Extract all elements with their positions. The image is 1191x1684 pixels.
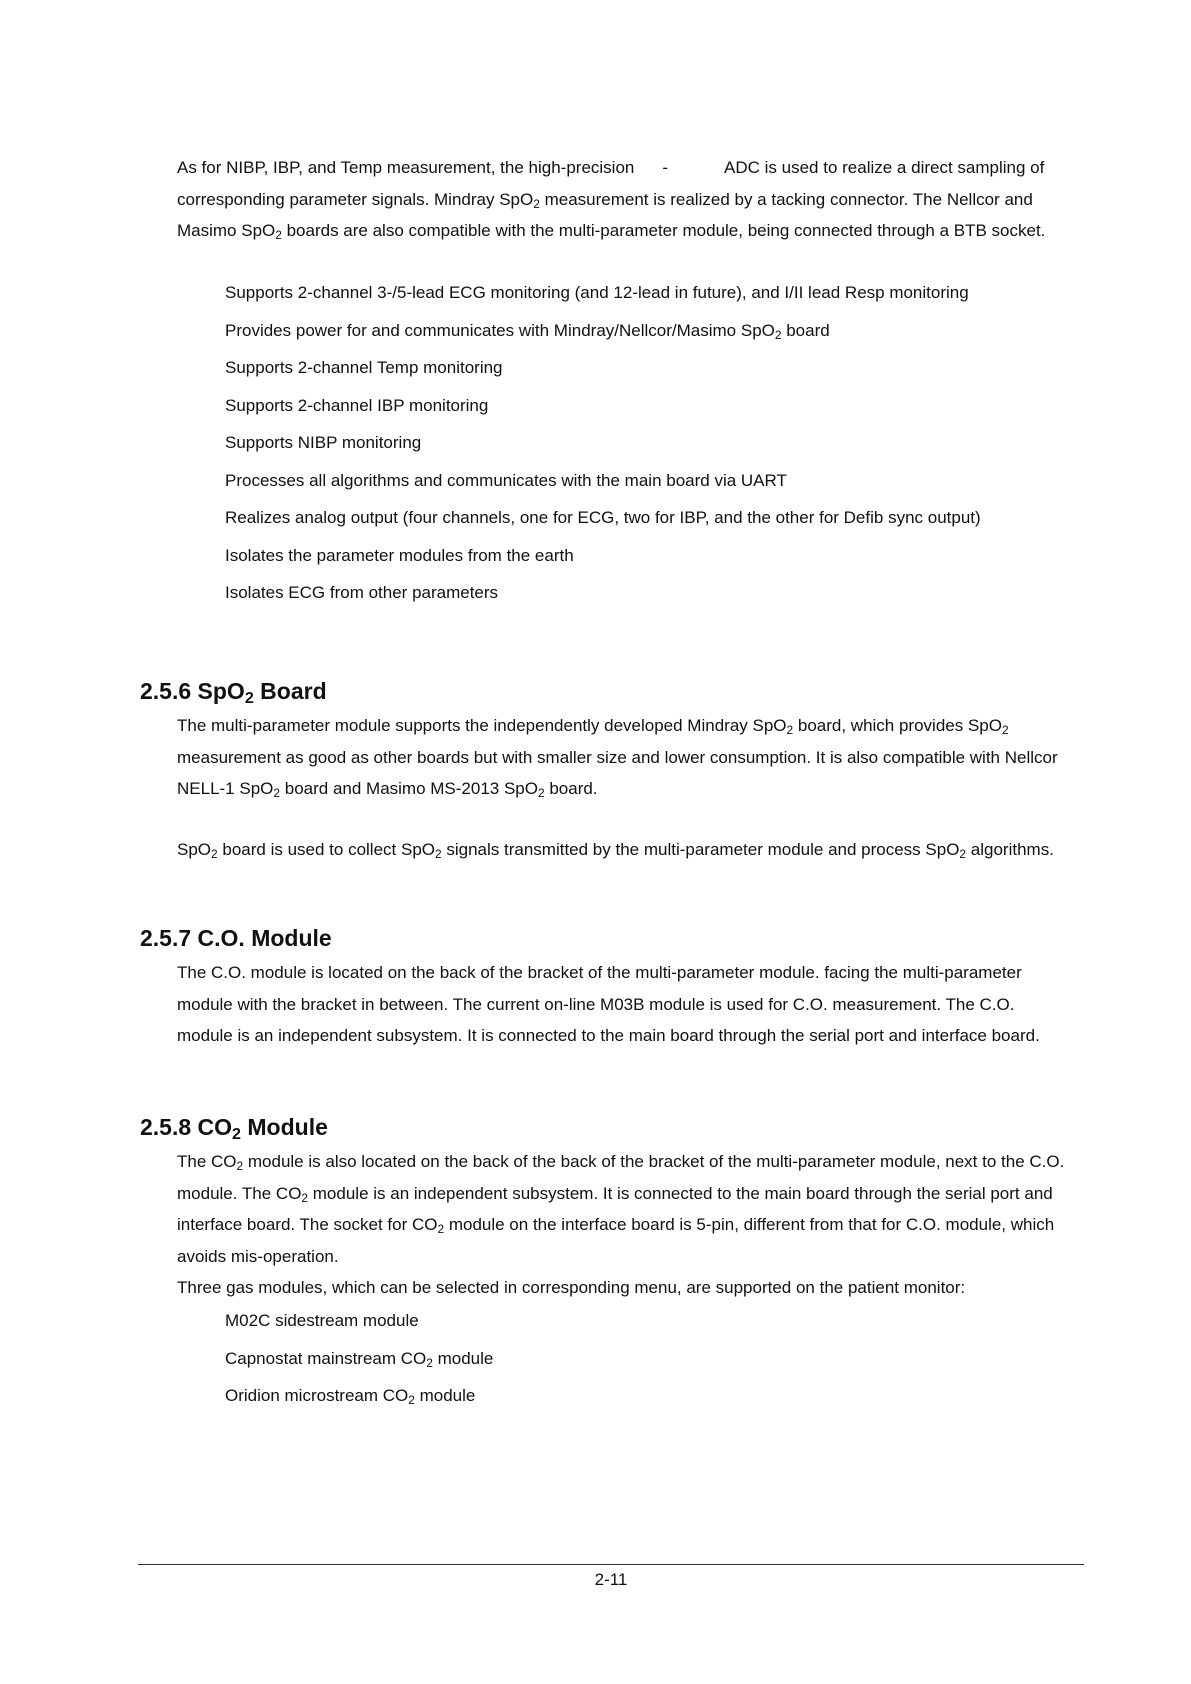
gas-module-list (225, 1302, 1085, 1415)
co-line-3: module is an independent subsystem. It is connected to the main board through the serial port and interface board. (177, 1026, 1040, 1045)
spo2-paragraph-2: SpO$_2$ board is used to collect SpO$_2$ signals transmitted by the multi-parameter module and process SpO$_2$ algorithms. (177, 840, 1054, 861)
list-item: Capnostat mainstream $CO_2$ module (225, 1348, 494, 1370)
section-heading-co2-module: 2.5.8 $CO_2$ Module (140, 1114, 328, 1144)
list-item: Isolates the parameter modules from the earth (225, 545, 574, 565)
footer-rule (138, 1564, 1084, 1565)
intro-line-1: As for NIBP, IBP, and Temp measurement, the high-precision - ADC is used to realize a direct sampling of (177, 158, 1045, 177)
co-line-2: module with the bracket in between. The current on-line M03B module is used for C.O. measurement. The C.O. (177, 994, 1015, 1014)
spo2-p1-line-2: measurement as good as other boards but with smaller size and lower consumption. It is also compatible with Nellcor (177, 747, 1058, 767)
function-list (225, 274, 1085, 612)
co2-line-2: module. The $CO_2$ module is an independent subsystem. It is connected to the main board through the serial port and (177, 1183, 1053, 1205)
list-item: Supports NIBP monitoring (225, 433, 422, 452)
list-item: Isolates ECG from other parameters (225, 583, 499, 602)
list-item: Supports 2-channel IBP monitoring (225, 395, 489, 415)
co2-line-5: Three gas modules, which can be selected in corresponding menu, are supported on the patient monitor: (177, 1278, 966, 1297)
spo2-p1-line-1: The multi-parameter module supports the independently developed Mindray SpO$_2$ board, which provides SpO$_2$ (177, 716, 1009, 737)
spo2-paragraph-1 (177, 710, 1077, 805)
co-paragraph (177, 957, 1077, 1052)
intro-line-2: corresponding parameter signals. Mindray SpO$_2$ measurement is realized by a tacking connector. The Nellcor and (177, 189, 1033, 211)
list-item: Realizes analog output (four channels, one for ECG, two for IBP, and the other for Defib sync output) (225, 508, 981, 527)
list-item: Supports 2-channel Temp monitoring (225, 358, 503, 377)
list-item: Processes all algorithms and communicates with the main board via UART (225, 470, 787, 490)
list-item: Supports 2-channel 3-/5-lead ECG monitoring (and 12-lead in future), and I/II lead Resp monitoring (225, 283, 969, 302)
co2-line-1: The $CO_2$ module is also located on the back of the back of the bracket of the multi-parameter module, next to the C.O. (177, 1152, 1065, 1173)
intro-paragraph (177, 152, 1077, 247)
section-heading-co-module: 2.5.7 C.O. Module (140, 925, 332, 951)
spo2-p1-line-3: NELL-1 SpO$_2$ board and Masimo MS-2013 SpO$_2$ board. (177, 779, 598, 800)
co2-line-4: avoids mis-operation. (177, 1246, 339, 1266)
co2-line-3: interface board. The socket for $CO_2$ module on the interface board is 5-pin, different from that for C.O. module, which (177, 1215, 1055, 1236)
section-heading-spo2-board: 2.5.6 SpO$_2$ Board (140, 678, 327, 708)
page-number: 2-11 (594, 1570, 628, 1589)
list-item: Oridion microstream $CO_2$ module (225, 1386, 476, 1407)
list-item: M02C sidestream module (225, 1311, 419, 1330)
co2-paragraph (177, 1146, 1077, 1304)
list-item: Provides power for and communicates with Mindray/Nellcor/Masimo SpO$_2$ board (225, 320, 830, 342)
co-line-1: The C.O. module is located on the back of the bracket of the multi-parameter module. facing the multi-parameter (177, 963, 1022, 982)
intro-line-3: Masimo SpO$_2$ boards are also compatible with the multi-parameter module, being connected through a BTB socket. (177, 221, 1046, 242)
